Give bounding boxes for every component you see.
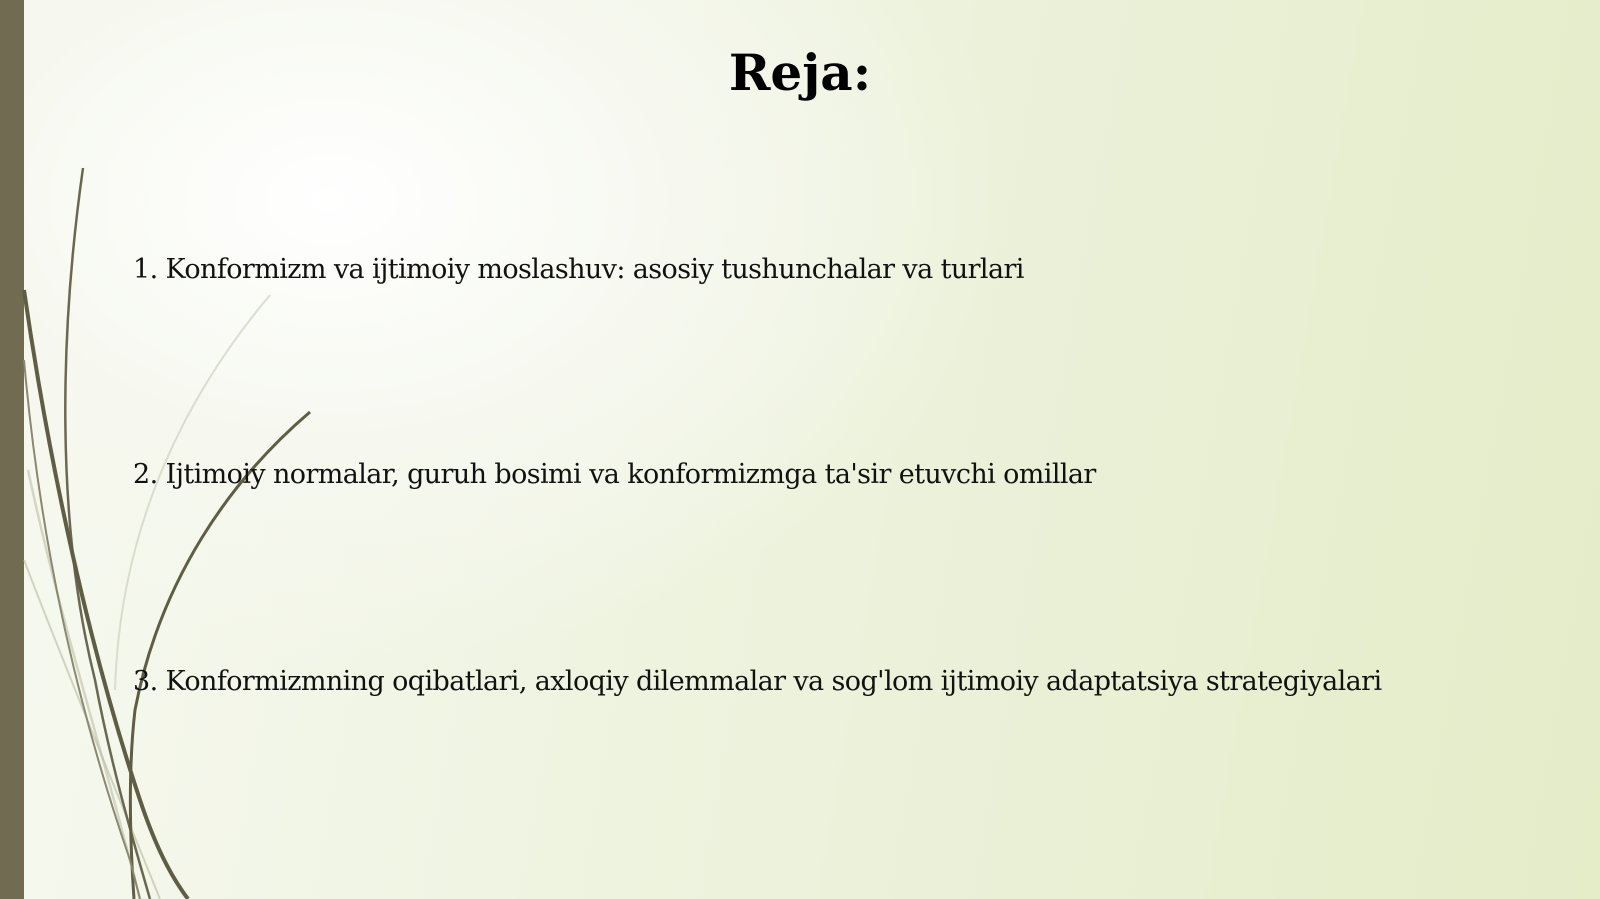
plan-item-1: 1. Konformizm va ijtimoiy moslashuv: asosiy tushunchalar va turlari bbox=[133, 254, 1024, 285]
grass-blade-4 bbox=[24, 360, 140, 899]
grass-blade-faint-3 bbox=[24, 560, 160, 899]
plan-item-3: 3. Konformizmning oqibatlari, axloqiy dilemmalar va sog'lom ijtimoiy adaptatsiya strategiyalari bbox=[133, 666, 1382, 697]
grass-blade-faint-2 bbox=[28, 470, 140, 899]
plan-item-2: 2. Ijtimoiy normalar, guruh bosimi va konformizmga ta'sir etuvchi omillar bbox=[133, 459, 1096, 490]
slide-title: Reja: bbox=[728, 43, 872, 102]
grass-blade-2 bbox=[24, 290, 188, 899]
grass-decoration bbox=[0, 0, 340, 899]
